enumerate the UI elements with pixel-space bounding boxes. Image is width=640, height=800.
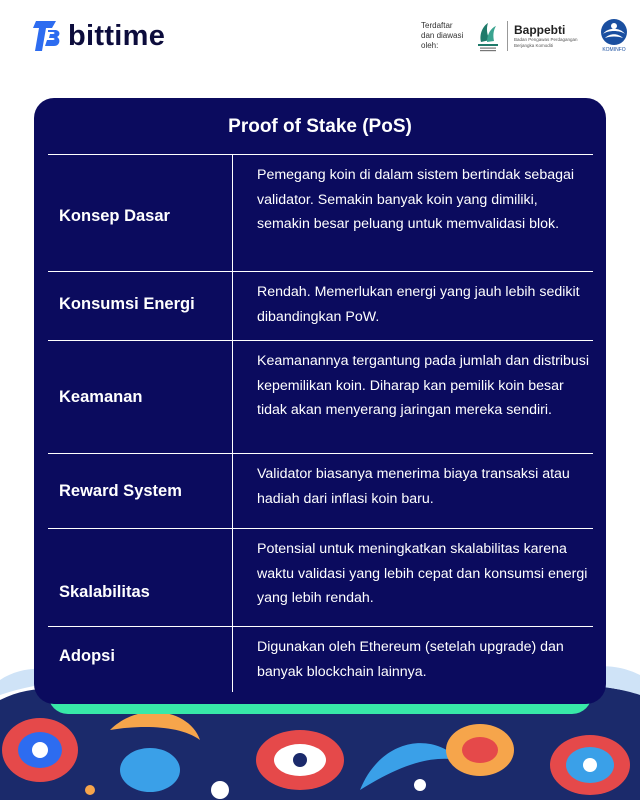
row-label: Reward System xyxy=(48,454,233,528)
table-row xyxy=(48,453,593,528)
table-row xyxy=(48,626,593,692)
kominfo-logo-icon xyxy=(600,18,628,46)
registration-text: Terdaftar dan diawasi oleh: xyxy=(421,20,464,50)
info-table xyxy=(48,154,593,692)
row-label: Konsep Dasar xyxy=(48,155,233,271)
regulator-logos xyxy=(421,18,628,53)
logo-divider xyxy=(507,21,508,51)
bittime-logo xyxy=(32,18,165,54)
comparison-card xyxy=(34,98,606,704)
table-row xyxy=(48,154,593,271)
table-row xyxy=(48,340,593,453)
row-description: Validator biasanya menerima biaya transaksi atau hadiah dari inflasi koin baru. xyxy=(257,466,570,507)
bappebti-name: Bappebti xyxy=(514,23,566,37)
bittime-logo-icon xyxy=(32,18,62,54)
kemendag-logo-icon xyxy=(475,20,501,52)
row-label: Konsumsi Energi xyxy=(48,272,233,340)
row-description: Pemegang koin di dalam sistem bertindak sebagai validator. Semakin banyak koin yang dimiliki, semakin besar peluang untuk memvalidasi blok. xyxy=(257,167,575,232)
row-label: Keamanan xyxy=(48,341,233,453)
table-row xyxy=(48,271,593,340)
bappebti-logo xyxy=(514,23,592,48)
card-title: Proof of Stake (PoS) xyxy=(228,116,412,137)
row-label: Skalabilitas xyxy=(48,529,233,626)
kominfo-logo xyxy=(600,18,628,53)
kominfo-text: KOMINFO xyxy=(602,47,626,53)
brand-name: bittime xyxy=(68,20,166,52)
row-description: Rendah. Memerlukan energi yang jauh lebih sedikit dibandingkan PoW. xyxy=(257,284,580,325)
table-row xyxy=(48,528,593,626)
row-description: Keamanannya tergantung pada jumlah dan distribusi kepemilikan koin. Diharap kan pemilik koin besar tidak akan menyerang jaringan mereka sendiri. xyxy=(257,353,590,418)
row-description: Digunakan oleh Ethereum (setelah upgrade) dan banyak blockchain lainnya. xyxy=(257,639,564,680)
row-label: Adopsi xyxy=(48,627,233,692)
bappebti-subtitle: Badan Pengawas Perdagangan Berjangka Komoditi xyxy=(514,37,578,48)
header xyxy=(0,0,640,90)
row-description: Potensial untuk meningkatkan skalabilitas karena waktu validasi yang lebih cepat dan konsumsi energi yang lebih rendah. xyxy=(257,541,588,606)
